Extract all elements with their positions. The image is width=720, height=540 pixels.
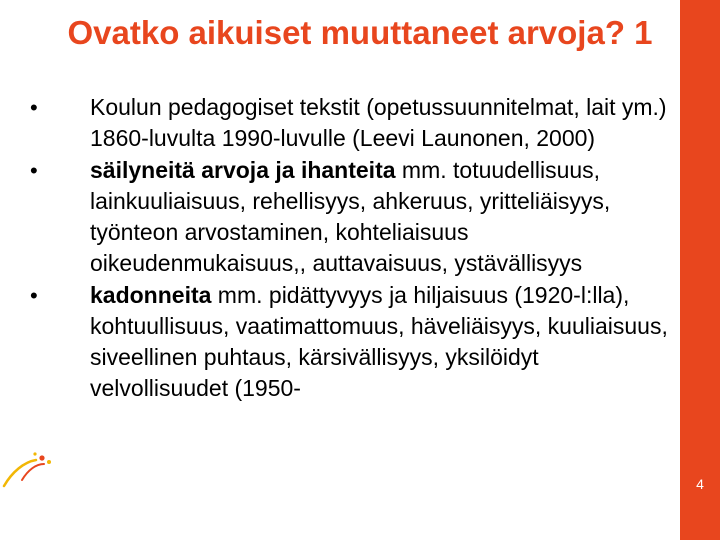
bullet-text: Koulun pedagogiset tekstit (opetussuunnitelmat, lait ym.) 1860-luvulta 1990-luvulle (Leevi Launonen, 2000) (90, 94, 667, 151)
slide-title: Ovatko aikuiset muuttaneet arvoja? 1 (67, 14, 653, 51)
bullet-item-3 (28, 280, 680, 404)
bullet-lead: kadonneita (90, 282, 212, 308)
accent-sidebar (680, 0, 720, 540)
bullet-item-1 (28, 92, 680, 154)
bullet-text: mm. pidättyvyys ja hiljaisuus (1920-l:lla), kohtuullisuus, vaatimattomuus, häveliäisyys, kuuliaisuus, siveellinen puhtaus, kärsivällisyys, yksilöidyt velvollisuudet (1950- (90, 282, 668, 401)
bullet-list (28, 92, 680, 540)
bullet-item-2 (28, 155, 680, 279)
swoosh-logo-icon (2, 450, 62, 494)
bullet-lead: säilyneitä arvoja ja ihanteita (90, 157, 396, 183)
page-number: 4 (696, 476, 704, 492)
bullet-text: mm. totuudellisuus, lainkuuliaisuus, rehellisyys, ahkeruus, yritteliäisyys, työnteon arvostaminen, kohteliaisuus oikeudenmukaisuus,, auttavaisuus, ystävällisyys (90, 157, 611, 276)
